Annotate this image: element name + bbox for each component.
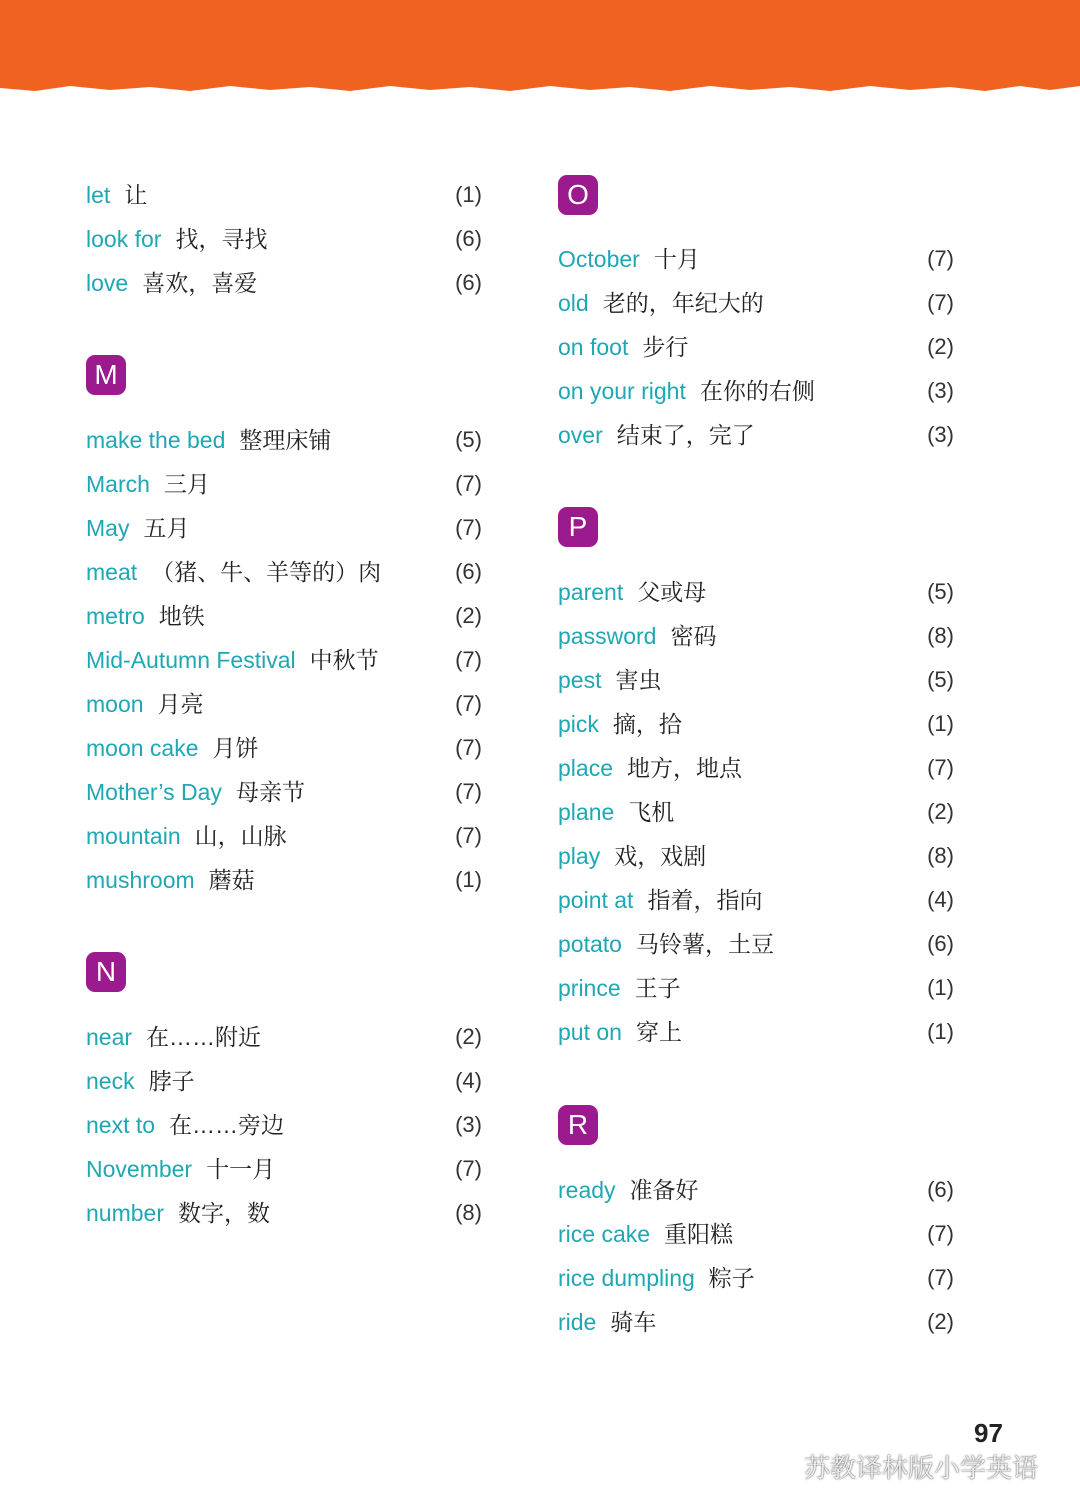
entry-meaning: 戏，戏剧 — [614, 843, 707, 869]
entry-meaning: 蘑菇 — [208, 867, 255, 893]
entry-meaning: 地方，地点 — [626, 755, 742, 781]
list-item — [86, 462, 482, 506]
entry-meaning: 找，寻找 — [175, 226, 268, 252]
watermark — [762, 1448, 1038, 1485]
entry-unit: (6) — [927, 931, 954, 956]
entry-meaning: 密码 — [670, 623, 717, 649]
list-item — [558, 237, 954, 281]
entry-word: over — [558, 422, 603, 448]
list-item — [558, 966, 954, 1010]
list-item — [558, 834, 954, 878]
list-item — [558, 369, 954, 413]
entry-word: Mother’s Day — [86, 779, 222, 805]
list-item — [86, 1191, 482, 1235]
list-item — [558, 570, 954, 614]
list-item — [558, 281, 954, 325]
entry-word: potato — [558, 931, 622, 957]
entry-word: moon cake — [86, 735, 199, 761]
entry-meaning: 飞机 — [628, 799, 675, 825]
entry-meaning: 中秋节 — [309, 647, 379, 673]
entry-unit: (7) — [455, 779, 482, 804]
entry-unit: (7) — [455, 515, 482, 540]
list-item — [558, 1010, 954, 1054]
entry-unit: (8) — [927, 623, 954, 648]
entry-word: rice cake — [558, 1221, 651, 1247]
entry-meaning: 十月 — [653, 246, 700, 272]
list-item — [86, 594, 482, 638]
entry-meaning: （猪、牛、羊等的）肉 — [151, 559, 382, 585]
entry-unit: (5) — [455, 427, 482, 452]
entry-word: let — [86, 182, 111, 208]
entry-meaning: 月饼 — [212, 735, 259, 761]
watermark-text: 苏教译林版小学英语 — [804, 1453, 1039, 1483]
entry-unit: (1) — [927, 1019, 954, 1044]
list-item — [86, 261, 482, 305]
list-item — [86, 1147, 482, 1191]
entry-unit: (6) — [455, 270, 482, 295]
entry-meaning: 地铁 — [158, 603, 205, 629]
list-item — [86, 1059, 482, 1103]
section-letter-badge: P — [558, 507, 598, 547]
entry-unit: (2) — [455, 603, 482, 628]
entry-unit: (7) — [927, 1221, 954, 1246]
entry-meaning: 在……附近 — [146, 1024, 262, 1050]
list-item — [558, 1212, 954, 1256]
entry-meaning: 害虫 — [615, 667, 662, 693]
entry-unit: (6) — [455, 559, 482, 584]
entry-word: prince — [558, 975, 621, 1001]
entry-meaning: 重阳糕 — [664, 1221, 734, 1247]
entry-word: November — [86, 1156, 193, 1182]
entry-unit: (7) — [927, 1265, 954, 1290]
list-item — [86, 638, 482, 682]
wechat-icon — [762, 1452, 798, 1482]
entry-word: number — [86, 1200, 164, 1226]
entry-unit: (6) — [455, 226, 482, 251]
entry-unit: (7) — [927, 290, 954, 315]
list-item — [558, 614, 954, 658]
entry-word: make the bed — [86, 427, 226, 453]
entry-word: plane — [558, 799, 615, 825]
list-item — [86, 770, 482, 814]
entry-meaning: 三月 — [163, 471, 210, 497]
entry-meaning: 粽子 — [708, 1265, 755, 1291]
entry-unit: (7) — [927, 246, 954, 271]
page-number: 97 — [974, 1418, 1003, 1448]
entry-unit: (2) — [927, 799, 954, 824]
entry-word: metro — [86, 603, 145, 629]
entry-meaning: 王子 — [634, 975, 681, 1001]
entry-unit: (2) — [455, 1024, 482, 1049]
list-item — [558, 413, 954, 457]
entry-word: password — [558, 623, 657, 649]
entry-meaning: 在你的右侧 — [699, 378, 815, 404]
entry-unit: (1) — [455, 867, 482, 892]
glossary-left-column — [86, 0, 486, 1512]
entry-unit: (7) — [455, 647, 482, 672]
list-item — [86, 1103, 482, 1147]
entry-word: ready — [558, 1177, 616, 1203]
entry-word: moon — [86, 691, 144, 717]
entry-word: look for — [86, 226, 162, 252]
list-item — [558, 1300, 954, 1344]
list-item — [86, 173, 482, 217]
entry-unit: (7) — [455, 471, 482, 496]
list-item — [86, 682, 482, 726]
entry-word: near — [86, 1024, 133, 1050]
entry-word: meat — [86, 559, 138, 585]
list-item — [558, 1256, 954, 1300]
entry-word: mushroom — [86, 867, 195, 893]
entry-meaning: 月亮 — [157, 691, 204, 717]
entry-unit: (7) — [455, 823, 482, 848]
list-item — [86, 550, 482, 594]
entry-meaning: 喜欢，喜爱 — [142, 270, 258, 296]
section-letter-badge: R — [558, 1105, 598, 1145]
entry-word: next to — [86, 1112, 156, 1138]
entry-meaning: 步行 — [642, 334, 689, 360]
entry-word: neck — [86, 1068, 135, 1094]
entry-meaning: 结束了，完了 — [616, 422, 755, 448]
entry-word: pick — [558, 711, 599, 737]
entry-meaning: 穿上 — [635, 1019, 682, 1045]
entry-unit: (7) — [455, 1156, 482, 1181]
entry-word: parent — [558, 579, 624, 605]
list-item — [558, 1168, 954, 1212]
entry-meaning: 老的，年纪大的 — [602, 290, 764, 316]
entry-unit: (7) — [455, 735, 482, 760]
entry-unit: (7) — [927, 755, 954, 780]
list-item — [86, 814, 482, 858]
entry-unit: (3) — [927, 422, 954, 447]
entry-word: old — [558, 290, 589, 316]
entry-word: rice dumpling — [558, 1265, 695, 1291]
entry-meaning: 指着，指向 — [647, 887, 763, 913]
entry-unit: (8) — [927, 843, 954, 868]
list-item — [558, 746, 954, 790]
entry-word: ride — [558, 1309, 597, 1335]
entry-unit: (8) — [455, 1200, 482, 1225]
entry-word: Mid-Autumn Festival — [86, 647, 296, 673]
glossary-right-column — [558, 0, 958, 1512]
entry-unit: (3) — [455, 1112, 482, 1137]
list-item — [86, 726, 482, 770]
entry-meaning: 五月 — [143, 515, 190, 541]
entry-meaning: 在……旁边 — [169, 1112, 285, 1138]
list-item — [558, 790, 954, 834]
list-item — [86, 217, 482, 261]
entry-word: love — [86, 270, 129, 296]
entry-meaning: 山，山脉 — [194, 823, 287, 849]
entry-word: place — [558, 755, 613, 781]
entry-meaning: 让 — [124, 182, 148, 208]
entry-unit: (4) — [455, 1068, 482, 1093]
list-item — [558, 922, 954, 966]
entry-unit: (4) — [927, 887, 954, 912]
section-letter-badge: O — [558, 175, 598, 215]
entry-meaning: 十一月 — [206, 1156, 276, 1182]
list-item — [86, 858, 482, 902]
entry-unit: (1) — [455, 182, 482, 207]
section-letter-badge: N — [86, 952, 126, 992]
entry-word: March — [86, 471, 150, 497]
list-item — [558, 878, 954, 922]
entry-unit: (6) — [927, 1177, 954, 1202]
entry-word: on your right — [558, 378, 686, 404]
list-item — [558, 702, 954, 746]
entry-unit: (3) — [927, 378, 954, 403]
list-item — [558, 658, 954, 702]
list-item — [86, 418, 482, 462]
list-item — [86, 506, 482, 550]
entry-unit: (1) — [927, 711, 954, 736]
entry-unit: (2) — [927, 334, 954, 359]
entry-word: put on — [558, 1019, 622, 1045]
entry-word: point at — [558, 887, 634, 913]
entry-word: on foot — [558, 334, 629, 360]
section-letter-badge: M — [86, 355, 126, 395]
entry-word: October — [558, 246, 640, 272]
entry-word: play — [558, 843, 601, 869]
entry-meaning: 摘，拾 — [612, 711, 682, 737]
entry-meaning: 母亲节 — [235, 779, 305, 805]
entry-meaning: 数字，数 — [177, 1200, 270, 1226]
entry-word: May — [86, 515, 130, 541]
entry-meaning: 骑车 — [610, 1309, 657, 1335]
list-item — [86, 1015, 482, 1059]
entry-unit: (7) — [455, 691, 482, 716]
list-item — [558, 325, 954, 369]
entry-unit: (1) — [927, 975, 954, 1000]
entry-unit: (2) — [927, 1309, 954, 1334]
entry-word: mountain — [86, 823, 181, 849]
entry-meaning: 脖子 — [148, 1068, 195, 1094]
entry-meaning: 整理床铺 — [239, 427, 332, 453]
entry-unit: (5) — [927, 667, 954, 692]
entry-meaning: 父或母 — [637, 579, 707, 605]
entry-meaning: 准备好 — [629, 1177, 699, 1203]
entry-word: pest — [558, 667, 602, 693]
entry-meaning: 马铃薯，土豆 — [635, 931, 774, 957]
entry-unit: (5) — [927, 579, 954, 604]
